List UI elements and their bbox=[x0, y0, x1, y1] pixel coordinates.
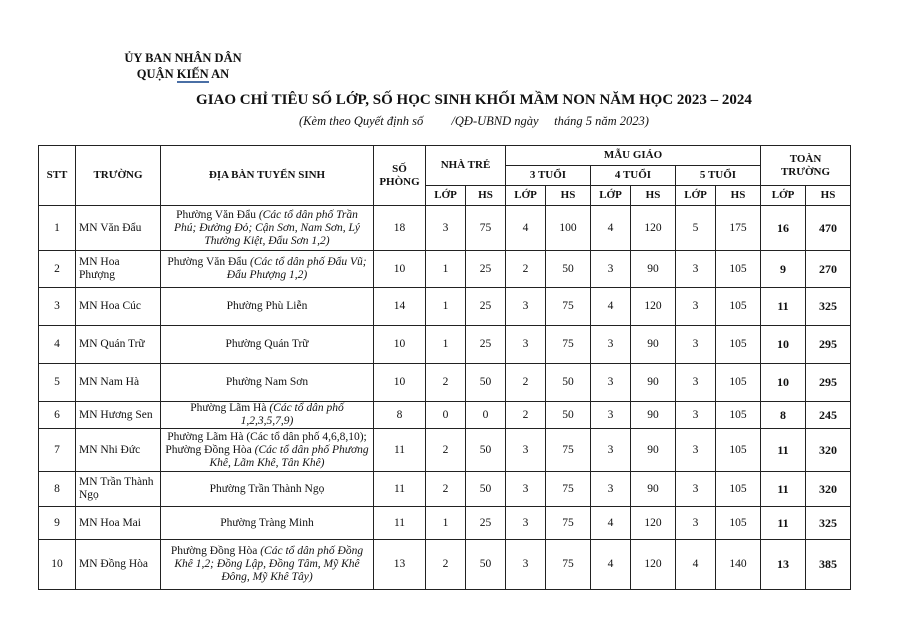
col-toan-truong: TOÀN TRƯỜNG bbox=[761, 146, 851, 186]
cell-hs: 50 bbox=[546, 251, 591, 288]
cell-lop: 16 bbox=[761, 206, 806, 251]
area-name: Phường Tràng Minh bbox=[220, 516, 314, 529]
cell-hs: 75 bbox=[546, 472, 591, 507]
cell-lop: 9 bbox=[761, 251, 806, 288]
cell-lop: 3 bbox=[506, 540, 546, 590]
cell-hs: 0 bbox=[466, 402, 506, 429]
cell-dia-ban bbox=[161, 206, 374, 251]
cell-lop: 2 bbox=[506, 251, 546, 288]
table-row bbox=[39, 326, 851, 364]
cell-lop: 11 bbox=[761, 472, 806, 507]
cell-hs: 105 bbox=[716, 251, 761, 288]
subcol-hs: HS bbox=[466, 186, 506, 206]
area-name: Phường Nam Sơn bbox=[225, 376, 309, 388]
cell-lop: 2 bbox=[506, 402, 546, 429]
cell-hs: 245 bbox=[806, 402, 851, 429]
cell-lop: 0 bbox=[426, 402, 466, 429]
cell-dia-ban bbox=[161, 251, 374, 288]
table-row bbox=[39, 364, 851, 402]
cell-truong: MN Hoa Phượng bbox=[76, 251, 161, 288]
area-note: (Các tổ dân phố Phương Khê, Lãm Khê, Tân Khê) bbox=[209, 443, 369, 469]
cell-hs: 25 bbox=[466, 326, 506, 364]
cell-stt: 5 bbox=[39, 364, 76, 402]
cell-lop: 11 bbox=[761, 288, 806, 326]
cell-hs: 90 bbox=[631, 472, 676, 507]
area-name: Phường Văn Đẩu bbox=[176, 208, 259, 221]
subcol-lop: LỚP bbox=[676, 186, 716, 206]
table-row bbox=[39, 288, 851, 326]
cell-so-phong: 11 bbox=[374, 429, 426, 472]
cell-lop: 2 bbox=[506, 364, 546, 402]
cell-so-phong: 11 bbox=[374, 472, 426, 507]
table-row bbox=[39, 429, 851, 472]
cell-lop: 8 bbox=[761, 402, 806, 429]
cell-hs: 75 bbox=[466, 206, 506, 251]
cell-hs: 90 bbox=[631, 251, 676, 288]
area-name: Phường Đồng Hòa bbox=[170, 545, 261, 557]
cell-lop: 2 bbox=[426, 472, 466, 507]
cell-truong: MN Nhi Đức bbox=[76, 429, 161, 472]
cell-lop: 13 bbox=[761, 540, 806, 590]
col-nha-tre: NHÀ TRẺ bbox=[426, 146, 506, 186]
cell-stt: 8 bbox=[39, 472, 76, 507]
cell-hs: 100 bbox=[546, 206, 591, 251]
subcol-hs: HS bbox=[806, 186, 851, 206]
cell-hs: 50 bbox=[546, 364, 591, 402]
table-row bbox=[39, 507, 851, 540]
cell-lop: 11 bbox=[761, 507, 806, 540]
cell-lop: 3 bbox=[676, 472, 716, 507]
area-name: Phường Phù Liễn bbox=[226, 300, 308, 312]
cell-truong: MN Nam Hà bbox=[76, 364, 161, 402]
subcol-lop: LỚP bbox=[426, 186, 466, 206]
cell-dia-ban bbox=[161, 288, 374, 326]
col-mau-giao: MẪU GIÁO bbox=[506, 146, 761, 166]
cell-hs: 25 bbox=[466, 288, 506, 326]
cell-hs: 90 bbox=[631, 429, 676, 472]
cell-lop: 10 bbox=[761, 364, 806, 402]
cell-dia-ban bbox=[161, 540, 374, 590]
org-line-2-a: QUẬN bbox=[136, 67, 177, 81]
cell-lop: 4 bbox=[591, 507, 631, 540]
cell-lop: 3 bbox=[591, 472, 631, 507]
cell-hs: 105 bbox=[716, 402, 761, 429]
cell-lop: 10 bbox=[761, 326, 806, 364]
cell-hs: 50 bbox=[466, 364, 506, 402]
subcol-hs: HS bbox=[631, 186, 676, 206]
cell-stt: 1 bbox=[39, 206, 76, 251]
cell-hs: 105 bbox=[716, 429, 761, 472]
area-note: (Các tổ dân phố Đồng Khê 1,2; Đồng Lập, Đồng Tâm, Mỹ Khê Đông, Mỹ Khê Tây) bbox=[174, 545, 364, 583]
cell-hs: 105 bbox=[716, 288, 761, 326]
cell-hs: 105 bbox=[716, 507, 761, 540]
cell-lop: 3 bbox=[591, 251, 631, 288]
cell-so-phong: 14 bbox=[374, 288, 426, 326]
cell-so-phong: 18 bbox=[374, 206, 426, 251]
table-row bbox=[39, 402, 851, 429]
cell-lop: 3 bbox=[676, 326, 716, 364]
cell-dia-ban bbox=[161, 402, 374, 429]
cell-lop: 1 bbox=[426, 326, 466, 364]
cell-hs: 270 bbox=[806, 251, 851, 288]
cell-stt: 6 bbox=[39, 402, 76, 429]
cell-hs: 295 bbox=[806, 364, 851, 402]
cell-dia-ban bbox=[161, 364, 374, 402]
cell-dia-ban bbox=[161, 326, 374, 364]
cell-hs: 120 bbox=[631, 507, 676, 540]
table-row bbox=[39, 472, 851, 507]
col-stt: STT bbox=[39, 146, 76, 206]
area-name: Phường Văn Đẩu bbox=[167, 256, 251, 268]
subcol-lop: LỚP bbox=[506, 186, 546, 206]
cell-lop: 4 bbox=[591, 540, 631, 590]
cell-hs: 25 bbox=[466, 507, 506, 540]
cell-so-phong: 11 bbox=[374, 507, 426, 540]
area-note: (Các tổ dân phố Đẩu Vũ; Đẩu Phượng 1,2) bbox=[226, 256, 367, 281]
cell-lop: 5 bbox=[676, 206, 716, 251]
cell-so-phong: 10 bbox=[374, 251, 426, 288]
cell-hs: 140 bbox=[716, 540, 761, 590]
cell-dia-ban bbox=[161, 472, 374, 507]
table-row bbox=[39, 251, 851, 288]
cell-truong: MN Đồng Hòa bbox=[76, 540, 161, 590]
cell-hs: 90 bbox=[631, 364, 676, 402]
area-name: Phường Lãm Hà bbox=[190, 402, 270, 414]
cell-lop: 3 bbox=[426, 206, 466, 251]
cell-hs: 75 bbox=[546, 507, 591, 540]
cell-stt: 2 bbox=[39, 251, 76, 288]
cell-lop: 3 bbox=[591, 364, 631, 402]
cell-lop: 2 bbox=[426, 364, 466, 402]
cell-lop: 3 bbox=[506, 429, 546, 472]
cell-lop: 3 bbox=[676, 402, 716, 429]
cell-dia-ban bbox=[161, 507, 374, 540]
area-note: (Các tổ dân phố Trần Phú; Đường Đỏ; Cận Sơn, Nam Sơn, Lý Thường Kiệt, Đẩu Sơn 1,2) bbox=[174, 208, 360, 247]
cell-lop: 2 bbox=[426, 540, 466, 590]
cell-lop: 3 bbox=[591, 429, 631, 472]
cell-truong: MN Văn Đẩu bbox=[76, 206, 161, 251]
cell-lop: 3 bbox=[676, 429, 716, 472]
cell-hs: 50 bbox=[546, 402, 591, 429]
cell-lop: 3 bbox=[591, 402, 631, 429]
col-3-tuoi: 3 TUỔI bbox=[506, 166, 591, 186]
cell-hs: 75 bbox=[546, 540, 591, 590]
cell-truong: MN Hoa Cúc bbox=[76, 288, 161, 326]
cell-hs: 385 bbox=[806, 540, 851, 590]
area-name: Phường Quán Trữ bbox=[225, 338, 309, 350]
cell-lop: 4 bbox=[591, 288, 631, 326]
cell-so-phong: 8 bbox=[374, 402, 426, 429]
cell-hs: 325 bbox=[806, 507, 851, 540]
cell-lop: 1 bbox=[426, 251, 466, 288]
cell-hs: 320 bbox=[806, 429, 851, 472]
subcol-hs: HS bbox=[546, 186, 591, 206]
cell-hs: 175 bbox=[716, 206, 761, 251]
cell-lop: 1 bbox=[426, 288, 466, 326]
cell-truong: MN Hương Sen bbox=[76, 402, 161, 429]
cell-truong: MN Quán Trữ bbox=[76, 326, 161, 364]
table-row bbox=[39, 206, 851, 251]
cell-so-phong: 13 bbox=[374, 540, 426, 590]
cell-hs: 90 bbox=[631, 402, 676, 429]
cell-lop: 1 bbox=[426, 507, 466, 540]
cell-lop: 3 bbox=[676, 288, 716, 326]
cell-hs: 105 bbox=[716, 472, 761, 507]
cell-lop: 4 bbox=[506, 206, 546, 251]
cell-lop: 4 bbox=[591, 206, 631, 251]
cell-hs: 325 bbox=[806, 288, 851, 326]
cell-hs: 320 bbox=[806, 472, 851, 507]
cell-lop: 3 bbox=[506, 288, 546, 326]
cell-hs: 50 bbox=[466, 429, 506, 472]
cell-hs: 120 bbox=[631, 288, 676, 326]
cell-hs: 120 bbox=[631, 206, 676, 251]
cell-hs: 50 bbox=[466, 540, 506, 590]
cell-hs: 75 bbox=[546, 326, 591, 364]
cell-so-phong: 10 bbox=[374, 326, 426, 364]
cell-hs: 105 bbox=[716, 326, 761, 364]
cell-truong: MN Trần Thành Ngọ bbox=[76, 472, 161, 507]
subcol-lop: LỚP bbox=[761, 186, 806, 206]
cell-lop: 3 bbox=[506, 326, 546, 364]
cell-stt: 4 bbox=[39, 326, 76, 364]
area-name: Phường Lãm Hà (Các tổ dân phố 4,6,8,10); Phường Đồng Hòa bbox=[165, 430, 367, 456]
cell-stt: 3 bbox=[39, 288, 76, 326]
cell-lop: 3 bbox=[506, 507, 546, 540]
area-name: Phường Trần Thành Ngọ bbox=[209, 482, 325, 495]
cell-hs: 25 bbox=[466, 251, 506, 288]
cell-dia-ban bbox=[161, 429, 374, 472]
cell-lop: 3 bbox=[506, 472, 546, 507]
document-subtitle: (Kèm theo Quyết định số /QĐ-UBND ngày tháng 5 năm 2023) bbox=[299, 114, 649, 128]
cell-stt: 10 bbox=[39, 540, 76, 590]
org-line-2 bbox=[118, 66, 248, 82]
table-row bbox=[39, 540, 851, 590]
cell-hs: 75 bbox=[546, 288, 591, 326]
quota-table bbox=[38, 145, 851, 590]
cell-hs: 295 bbox=[806, 326, 851, 364]
col-dia-ban: ĐỊA BÀN TUYỂN SINH bbox=[161, 146, 374, 206]
cell-lop: 11 bbox=[761, 429, 806, 472]
cell-hs: 470 bbox=[806, 206, 851, 251]
document-title: GIAO CHỈ TIÊU SỐ LỚP, SỐ HỌC SINH KHỐI MẦM NON NĂM HỌC 2023 – 2024 bbox=[196, 92, 752, 108]
cell-stt: 7 bbox=[39, 429, 76, 472]
cell-hs: 90 bbox=[631, 326, 676, 364]
cell-stt: 9 bbox=[39, 507, 76, 540]
subcol-lop: LỚP bbox=[591, 186, 631, 206]
cell-so-phong: 10 bbox=[374, 364, 426, 402]
org-line-1: ỦY BAN NHÂN DÂN bbox=[124, 51, 242, 65]
area-note: (Các tổ dân phố 1,2,3,5,7,9) bbox=[240, 402, 344, 427]
cell-lop: 4 bbox=[676, 540, 716, 590]
cell-lop: 3 bbox=[591, 326, 631, 364]
subcol-hs: HS bbox=[716, 186, 761, 206]
col-5-tuoi: 5 TUỔI bbox=[676, 166, 761, 186]
cell-hs: 105 bbox=[716, 364, 761, 402]
cell-lop: 2 bbox=[426, 429, 466, 472]
cell-truong: MN Hoa Mai bbox=[76, 507, 161, 540]
cell-hs: 75 bbox=[546, 429, 591, 472]
cell-lop: 3 bbox=[676, 364, 716, 402]
org-line-2-c: AN bbox=[208, 67, 230, 81]
cell-hs: 120 bbox=[631, 540, 676, 590]
cell-lop: 3 bbox=[676, 251, 716, 288]
col-so-phong: SỐ PHÒNG bbox=[374, 146, 426, 206]
col-4-tuoi: 4 TUỔI bbox=[591, 166, 676, 186]
col-truong: TRƯỜNG bbox=[76, 146, 161, 206]
issuing-authority bbox=[118, 50, 248, 82]
cell-hs: 50 bbox=[466, 472, 506, 507]
org-line-2-b: KIẾN bbox=[176, 67, 209, 81]
cell-lop: 3 bbox=[676, 507, 716, 540]
